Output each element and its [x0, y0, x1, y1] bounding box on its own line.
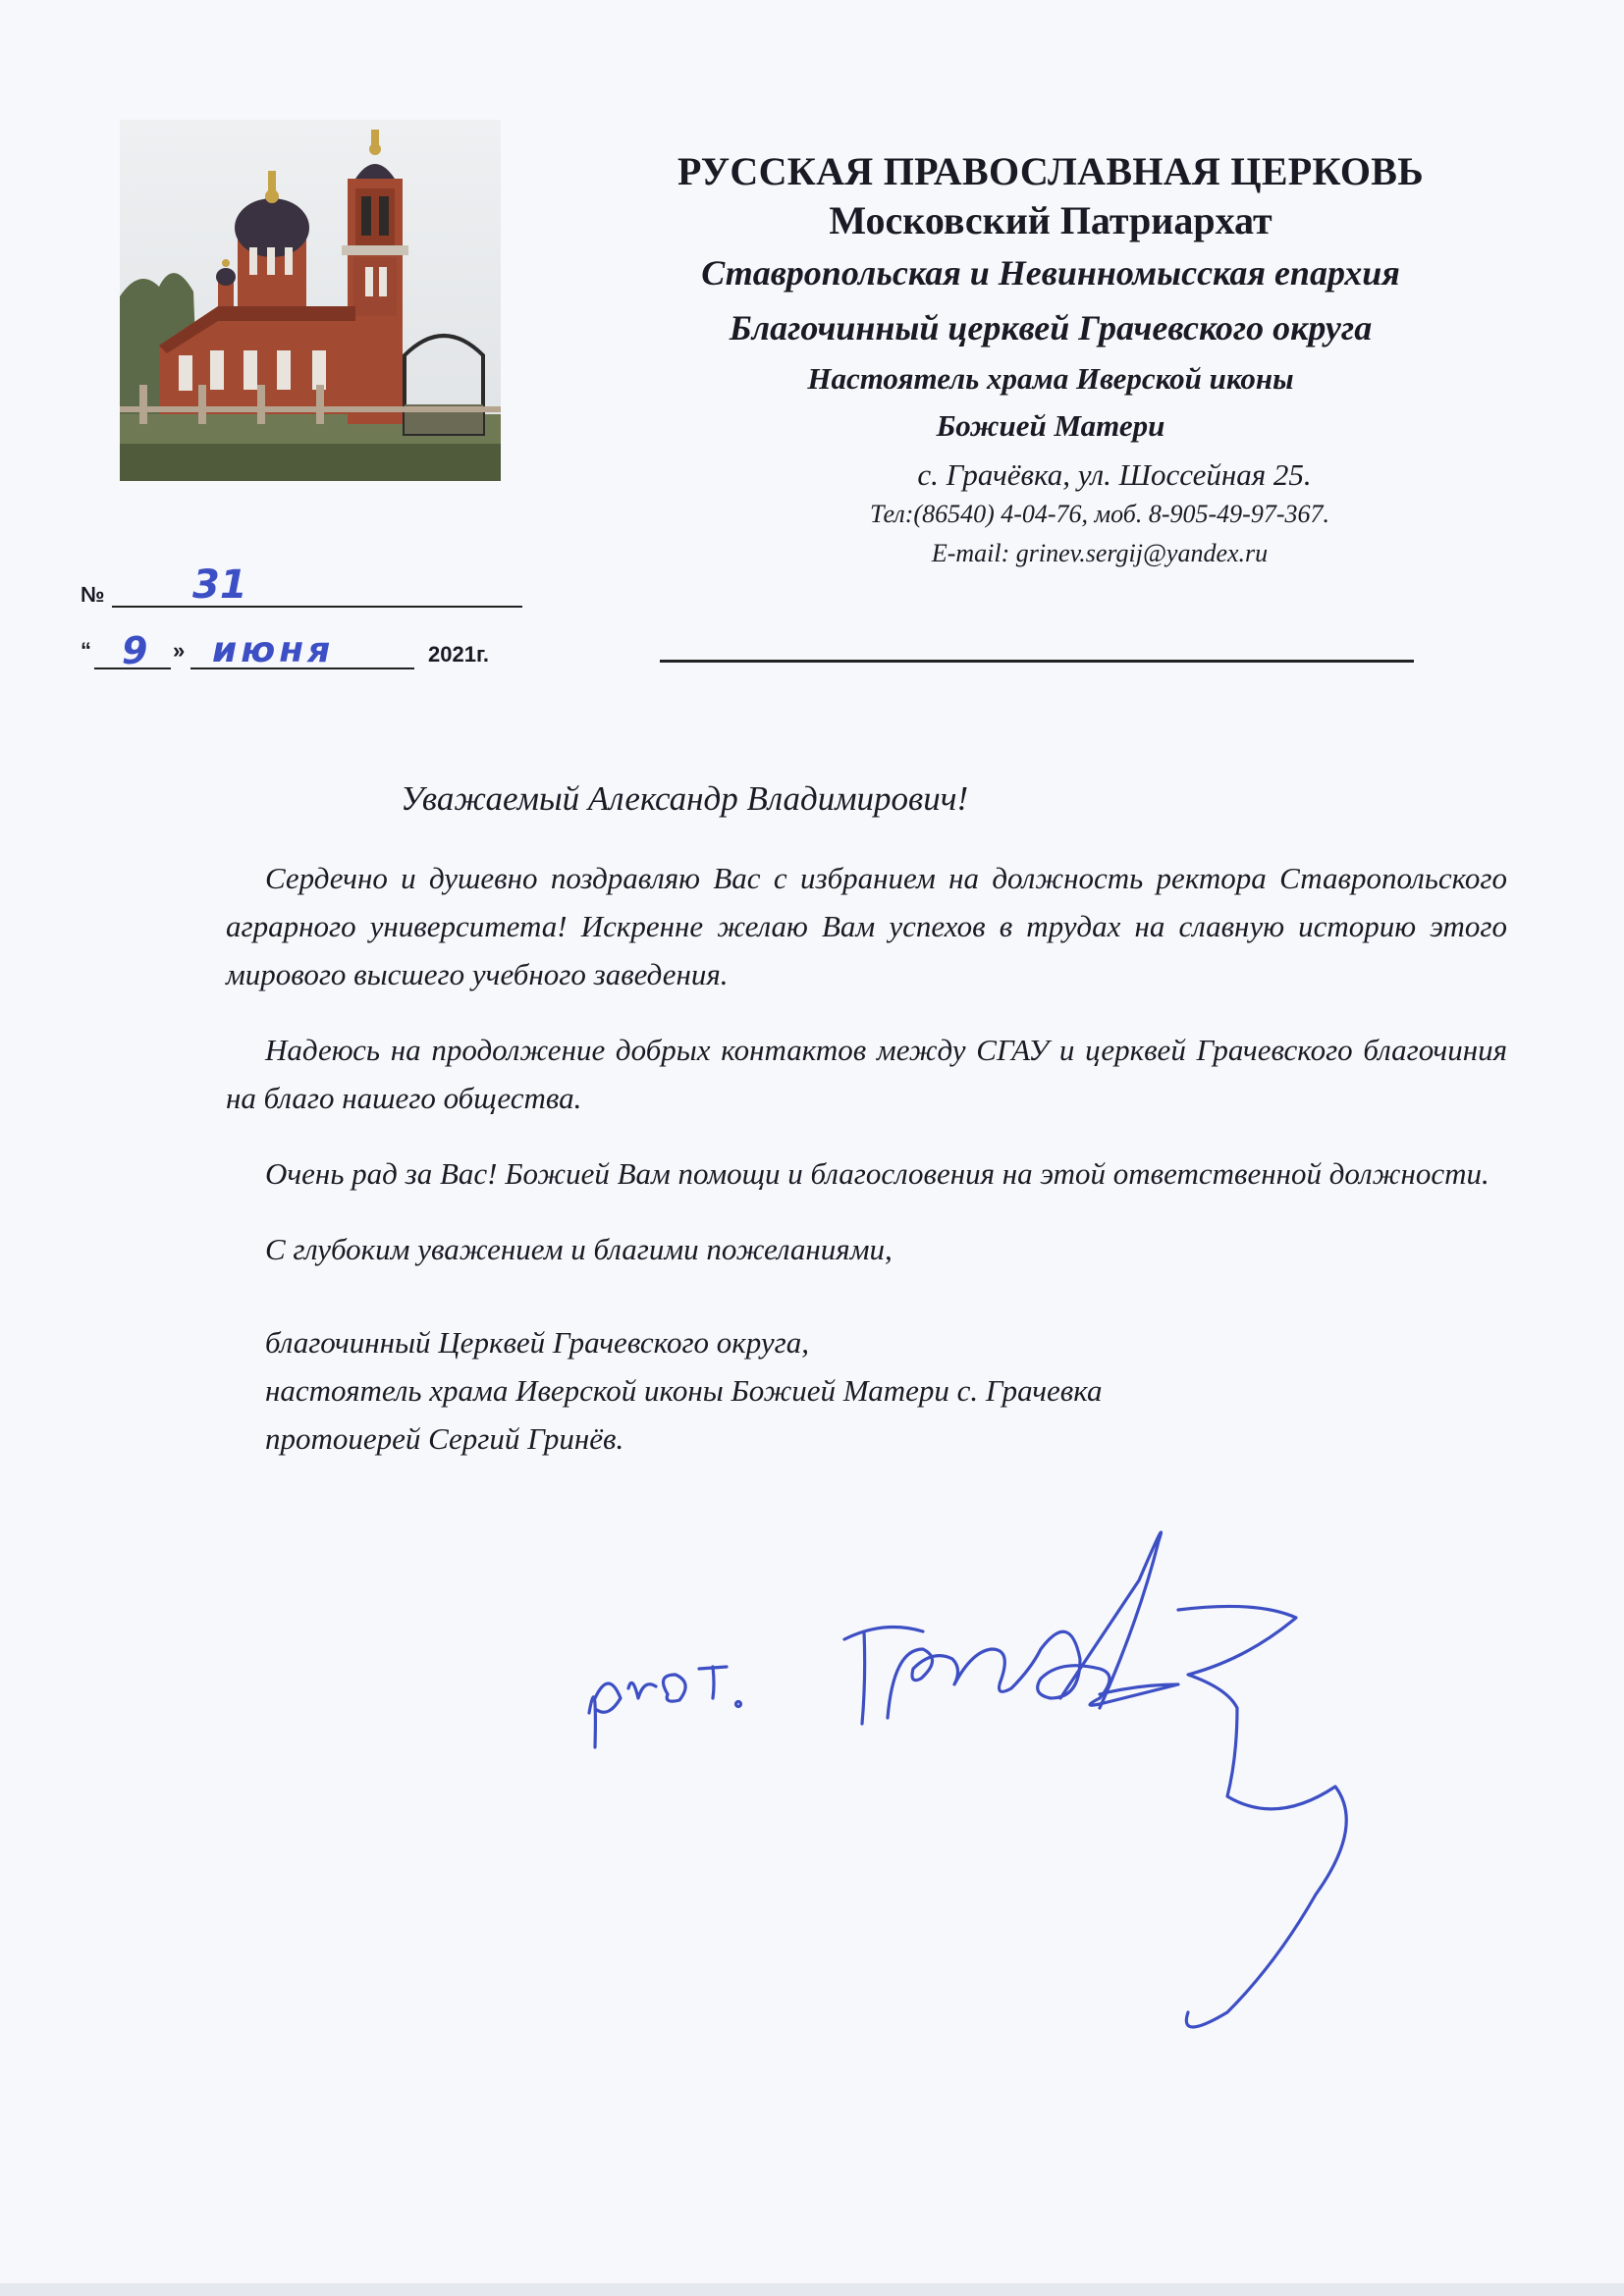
- registration-date: [81, 628, 522, 671]
- letterhead-eparchy: Ставропольская и Невинномысская епархия: [701, 253, 1400, 293]
- signer-block: [265, 1318, 1507, 1463]
- church-image: [120, 120, 501, 481]
- month-value: июня: [212, 630, 335, 670]
- letter-body: [226, 854, 1507, 1463]
- paragraph-congratulation: Сердечно и душевно поздравляю Вас с избранием на должность ректора Ставропольского аграрного университета! Искренне желаю Вам успехов в трудах на славную историю этого мирового высшего учебного заведения.: [226, 861, 1507, 991]
- signer-position: настоятель храма Иверской иконы Божией Матери с. Грачевка: [265, 1373, 1103, 1408]
- letter-greeting: Уважаемый Александр Владимирович!: [401, 779, 969, 818]
- day-value: 9: [122, 629, 148, 671]
- letterhead-deanery: Благочинный церквей Грачевского округа: [729, 308, 1373, 347]
- letterhead-church: РУССКАЯ ПРАВОСЛАВНАЯ ЦЕРКОВЬ: [677, 149, 1424, 193]
- handwritten-month: [208, 622, 405, 671]
- number-value: 31: [192, 562, 247, 608]
- letterhead-email: E-mail: grinev.sergij@yandex.ru: [931, 539, 1269, 567]
- handwritten-day: [118, 622, 157, 671]
- paragraph-cooperation: Надеюсь на продолжение добрых контактов между СГАУ и церквей Грачевского благочиния на благо нашего общества.: [226, 1033, 1507, 1115]
- registration-number: [81, 562, 522, 614]
- date-quote-close: »: [173, 638, 186, 663]
- closing-phrase: С глубоким уважением и благими пожеланиями,: [265, 1232, 893, 1266]
- signature-drawing: [550, 1502, 1473, 2052]
- letterhead-patriarchate: Московский Патриархат: [829, 198, 1272, 242]
- letterhead-divider: [660, 660, 1414, 663]
- signer-title: благочинный Церквей Грачевского округа,: [265, 1325, 809, 1360]
- handwritten-signature: [550, 1502, 1473, 2052]
- date-quote-open: “: [81, 638, 91, 663]
- number-label: №: [81, 582, 105, 607]
- number-line: [112, 606, 522, 608]
- paragraph-blessing: Очень рад за Вас! Божией Вам помощи и благословения на этой ответственной должности.: [265, 1156, 1489, 1191]
- letterhead-rector-line2: Божией Матери: [936, 408, 1165, 443]
- letterhead-phone: Тел:(86540) 4-04-76, моб. 8-905-49-97-367.: [870, 500, 1329, 528]
- letterhead: [609, 147, 1492, 573]
- letterhead-rector-line1: Настоятель храма Иверской иконы: [807, 361, 1294, 396]
- date-year: 2021г.: [428, 642, 490, 667]
- scan-edge: [0, 2283, 1624, 2296]
- signer-name: протоиерей Сергий Гринёв.: [265, 1421, 624, 1456]
- church-photo: [120, 120, 501, 481]
- letterhead-address: с. Грачёвка, ул. Шоссейная 25.: [917, 457, 1312, 492]
- handwritten-number: [189, 559, 267, 608]
